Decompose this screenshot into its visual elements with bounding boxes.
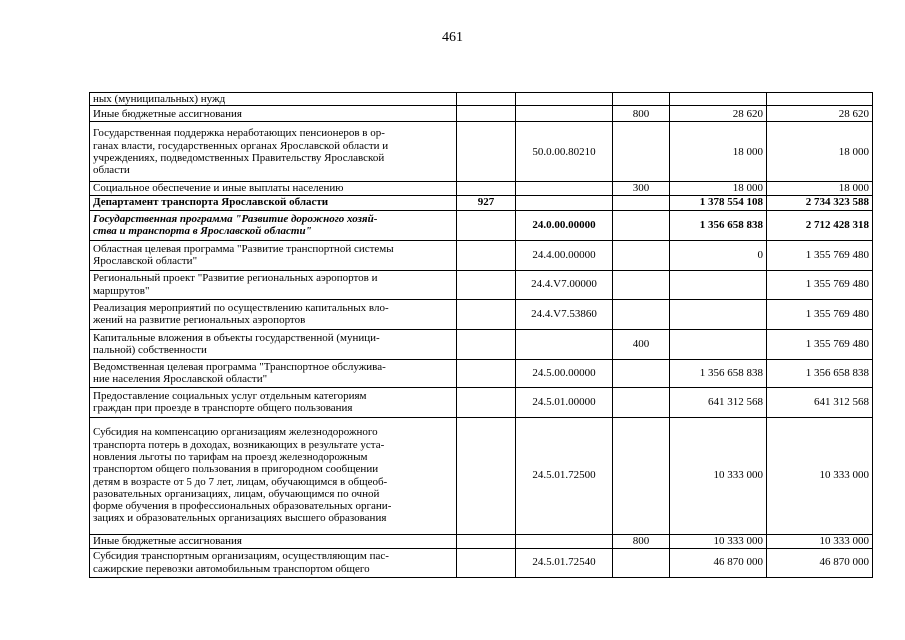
row-name-line: учреждениях, подведомственных Правительству Ярославской xyxy=(93,151,385,164)
expense-type-cell xyxy=(613,93,670,106)
row-name-line: ства и транспорта в Ярославской области" xyxy=(93,225,312,238)
row-name-cell xyxy=(90,270,457,299)
target-code-cell: 24.5.01.00000 xyxy=(516,387,613,417)
amount-year1-cell: 1 356 658 838 xyxy=(670,210,767,240)
amount-year2-cell xyxy=(767,93,873,106)
row-name-line: зациях и образовательных организациях высшего образования xyxy=(93,512,387,525)
amount-year2-cell: 1 356 658 838 xyxy=(767,359,873,387)
row-name-line: Ведомственная целевая программа "Транспортное обслужива- xyxy=(93,360,386,373)
row-name-cell xyxy=(90,548,457,577)
row-name-cell xyxy=(90,122,457,182)
amount-year2-cell: 2 734 323 588 xyxy=(767,195,873,210)
table-row xyxy=(90,270,873,299)
target-code-cell: 24.4.00.00000 xyxy=(516,240,613,270)
row-name-line: форме обучения в профессиональных образовательных органи- xyxy=(93,500,392,513)
expense-type-cell xyxy=(613,240,670,270)
row-name-cell xyxy=(90,182,457,195)
dept-cell xyxy=(457,359,516,387)
row-name-cell xyxy=(90,299,457,329)
row-name-line: Иные бюджетные ассигнования xyxy=(93,107,242,120)
dept-cell xyxy=(457,417,516,534)
amount-year1-cell: 641 312 568 xyxy=(670,387,767,417)
amount-year2-cell: 46 870 000 xyxy=(767,548,873,577)
expense-type-cell xyxy=(613,299,670,329)
amount-year1-cell xyxy=(670,299,767,329)
amount-year1-cell: 1 356 658 838 xyxy=(670,359,767,387)
row-name-line: Иные бюджетные ассигнования xyxy=(93,534,242,547)
amount-year2-cell: 1 355 769 480 xyxy=(767,240,873,270)
amount-year1-cell: 1 378 554 108 xyxy=(670,195,767,210)
dept-cell xyxy=(457,210,516,240)
amount-year1-cell xyxy=(670,329,767,359)
row-name-line: сажирские перевозки автомобильным транспортом общего xyxy=(93,562,370,575)
amount-year2-cell: 10 333 000 xyxy=(767,417,873,534)
amount-year1-cell: 46 870 000 xyxy=(670,548,767,577)
dept-cell xyxy=(457,182,516,195)
table-row xyxy=(90,182,873,195)
table-row xyxy=(90,210,873,240)
row-name-line: Субсидия транспортным организациям, осуществляющим пас- xyxy=(93,550,389,563)
target-code-cell xyxy=(516,93,613,106)
expense-type-cell: 800 xyxy=(613,534,670,548)
table-row xyxy=(90,359,873,387)
dept-cell xyxy=(457,548,516,577)
row-name-line: Социальное обеспечение и иные выплаты населению xyxy=(93,182,344,195)
row-name-line: пальной) собственности xyxy=(93,344,207,357)
budget-table xyxy=(89,92,873,578)
table-row xyxy=(90,240,873,270)
expense-type-cell: 300 xyxy=(613,182,670,195)
dept-cell xyxy=(457,387,516,417)
row-name-line: Региональный проект "Развитие региональных аэропортов и xyxy=(93,272,378,285)
row-name-line: ние населения Ярославской области" xyxy=(93,373,268,386)
target-code-cell: 24.5.00.00000 xyxy=(516,359,613,387)
amount-year2-cell: 10 333 000 xyxy=(767,534,873,548)
row-name-line: транспортом общего пользования в пригородном сообщении xyxy=(93,463,379,476)
row-name-line: Реализация мероприятий по осуществлению капитальных вло- xyxy=(93,301,389,314)
row-name-line: детям в возрасте от 5 до 7 лет, лицам, обучающимся в общеоб- xyxy=(93,475,388,488)
amount-year1-cell xyxy=(670,93,767,106)
dept-cell xyxy=(457,106,516,122)
table-row xyxy=(90,548,873,577)
target-code-cell: 50.0.00.80210 xyxy=(516,122,613,182)
row-name-cell xyxy=(90,93,457,106)
row-name-line: ных (муниципальных) нужд xyxy=(93,93,226,105)
row-name-cell xyxy=(90,210,457,240)
row-name-line: Ярославской области" xyxy=(93,255,198,268)
dept-cell xyxy=(457,534,516,548)
expense-type-cell xyxy=(613,359,670,387)
row-name-line: ганах власти, государственных органах Ярославской области и xyxy=(93,139,389,152)
table-row xyxy=(90,387,873,417)
dept-cell xyxy=(457,270,516,299)
amount-year2-cell: 641 312 568 xyxy=(767,387,873,417)
expense-type-cell: 400 xyxy=(613,329,670,359)
row-name-line: граждан при проезде в транспорте общего пользования xyxy=(93,402,353,415)
expense-type-cell xyxy=(613,210,670,240)
target-code-cell xyxy=(516,329,613,359)
target-code-cell: 24.4.V7.53860 xyxy=(516,299,613,329)
target-code-cell xyxy=(516,106,613,122)
amount-year1-cell: 28 620 xyxy=(670,106,767,122)
target-code-cell xyxy=(516,182,613,195)
table-row xyxy=(90,534,873,548)
row-name-line: транспорта потерь в доходах, возникающих в результате уста- xyxy=(93,438,385,451)
table-row xyxy=(90,93,873,106)
expense-type-cell xyxy=(613,417,670,534)
row-name-line: новления льготы по тарифам на проезд железнодорожным xyxy=(93,451,368,463)
amount-year2-cell: 18 000 xyxy=(767,122,873,182)
row-name-line: области xyxy=(93,164,130,177)
row-name-cell xyxy=(90,387,457,417)
row-name-line: Областная целевая программа "Развитие транспортной системы xyxy=(93,242,394,255)
row-name-cell xyxy=(90,534,457,548)
expense-type-cell xyxy=(613,195,670,210)
table-row xyxy=(90,195,873,210)
amount-year2-cell: 28 620 xyxy=(767,106,873,122)
row-name-cell xyxy=(90,417,457,534)
row-name-line: Государственная программа "Развитие дорожного хозяй- xyxy=(93,212,378,225)
table-row xyxy=(90,122,873,182)
row-name-line: Капитальные вложения в объекты государственной (муници- xyxy=(93,331,380,344)
row-name-line: Субсидия на компенсацию организациям железнодорожного xyxy=(93,426,378,439)
target-code-cell: 24.5.01.72500 xyxy=(516,417,613,534)
target-code-cell: 24.5.01.72540 xyxy=(516,548,613,577)
amount-year1-cell: 10 333 000 xyxy=(670,417,767,534)
target-code-cell xyxy=(516,195,613,210)
amount-year2-cell: 1 355 769 480 xyxy=(767,270,873,299)
dept-cell xyxy=(457,299,516,329)
amount-year1-cell xyxy=(670,270,767,299)
amount-year2-cell: 18 000 xyxy=(767,182,873,195)
row-name-cell xyxy=(90,359,457,387)
row-name-cell xyxy=(90,195,457,210)
row-name-cell xyxy=(90,106,457,122)
amount-year2-cell: 2 712 428 318 xyxy=(767,210,873,240)
target-code-cell: 24.0.00.00000 xyxy=(516,210,613,240)
amount-year2-cell: 1 355 769 480 xyxy=(767,299,873,329)
expense-type-cell xyxy=(613,270,670,299)
dept-cell: 927 xyxy=(457,195,516,210)
row-name-cell xyxy=(90,329,457,359)
row-name-line: маршрутов" xyxy=(93,284,150,297)
target-code-cell xyxy=(516,534,613,548)
amount-year1-cell: 18 000 xyxy=(670,122,767,182)
expense-type-cell xyxy=(613,387,670,417)
amount-year1-cell: 10 333 000 xyxy=(670,534,767,548)
row-name-line: разовательных организациях, лицам, обучающимся по очной xyxy=(93,487,380,500)
page-number: 461 xyxy=(442,30,463,45)
row-name-cell xyxy=(90,240,457,270)
row-name-line: Департамент транспорта Ярославской области xyxy=(93,196,329,209)
row-name-line: Предоставление социальных услуг отдельным категориям xyxy=(93,389,367,402)
table-row xyxy=(90,299,873,329)
table-row xyxy=(90,106,873,122)
dept-cell xyxy=(457,93,516,106)
target-code-cell: 24.4.V7.00000 xyxy=(516,270,613,299)
expense-type-cell xyxy=(613,122,670,182)
expense-type-cell xyxy=(613,548,670,577)
amount-year2-cell: 1 355 769 480 xyxy=(767,329,873,359)
table-row xyxy=(90,417,873,534)
amount-year1-cell: 18 000 xyxy=(670,182,767,195)
amount-year1-cell: 0 xyxy=(670,240,767,270)
dept-cell xyxy=(457,240,516,270)
row-name-line: Государственная поддержка неработающих пенсионеров в ор- xyxy=(93,127,385,140)
row-name-line: жений на развитие региональных аэропортов xyxy=(93,314,306,327)
dept-cell xyxy=(457,122,516,182)
table-row xyxy=(90,329,873,359)
dept-cell xyxy=(457,329,516,359)
expense-type-cell: 800 xyxy=(613,106,670,122)
